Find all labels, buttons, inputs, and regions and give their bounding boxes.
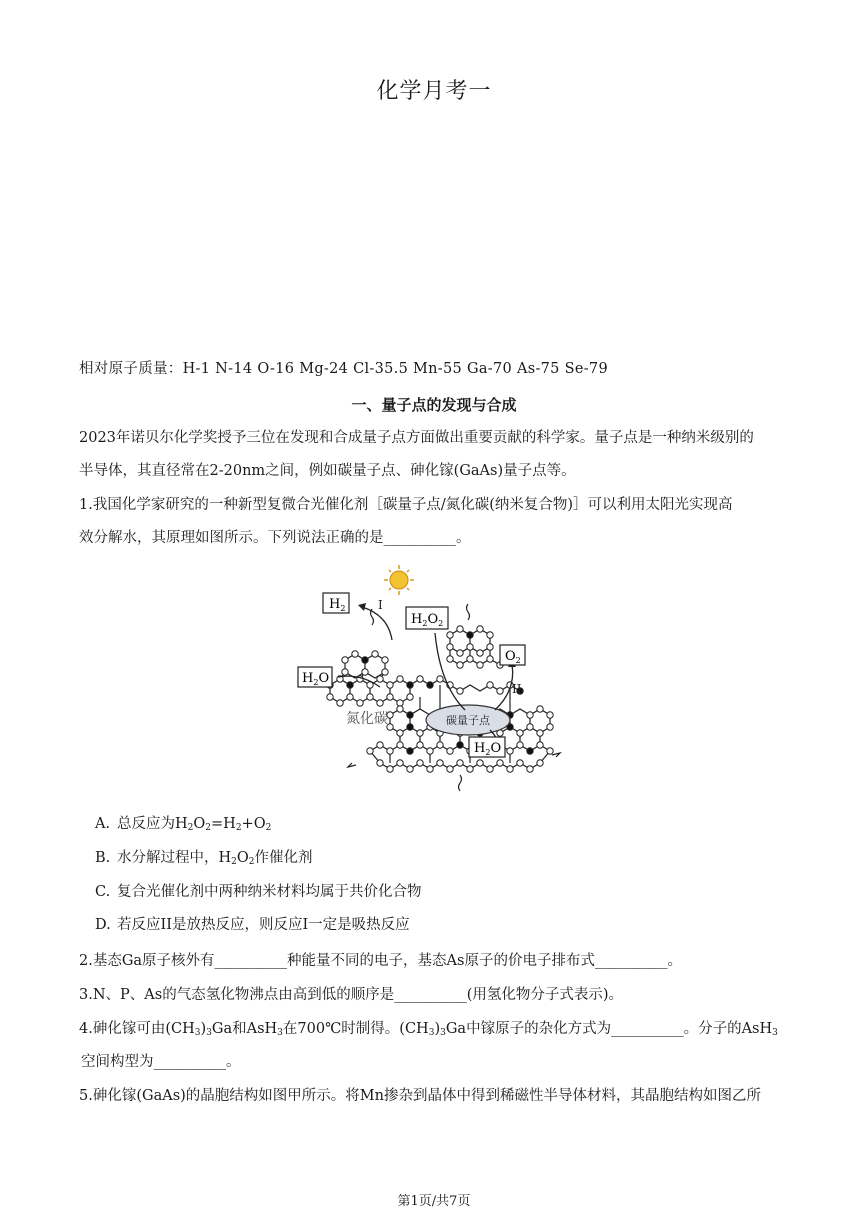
question-4-line-2: 空间构型为__________。 xyxy=(81,1054,241,1070)
option-d[interactable]: D. 若反应II是放热反应，则反应I一定是吸热反应 xyxy=(95,917,410,933)
svg-text:O2: $O_2$ xyxy=(505,649,521,665)
question-1-line-2: 效分解水，其原理如图所示。下列说法正确的是__________。 xyxy=(79,530,471,546)
svg-text:H2O: $H_2O$ xyxy=(474,741,502,757)
box-h2o-left xyxy=(298,667,332,687)
page-title: 化学月考一 xyxy=(376,79,492,104)
svg-text:H2O2: $H_2O_2$ xyxy=(411,612,444,628)
intro-line-1: 2023年诺贝尔化学奖授予三位在发现和合成量子点方面做出重要贡献的科学家。量子点是一种纳米级别的 xyxy=(79,430,754,446)
question-3: 3.N、P、As的气态氢化物沸点由高到低的顺序是__________(用氢化物分子式表示)。 xyxy=(79,987,624,1003)
question-2: 2.基态Ga原子核外有__________种能量不同的电子，基态As原子的价电子排布式__________。 xyxy=(79,953,682,969)
photocatalyst-figure xyxy=(290,565,570,800)
sun-icon xyxy=(384,565,414,595)
intro-line-2: 半导体，其直径常在2-20nm之间，例如碳量子点、砷化镓(GaAs)量子点等。 xyxy=(79,463,576,479)
atomic-masses: 相对原子质量：H-1 N-14 O-16 Mg-24 Cl-35.5 Mn-55 Ga-70 As-75 Se-79 xyxy=(79,361,608,377)
box-h2 xyxy=(323,593,349,613)
nitride-label: 氮化碳 xyxy=(346,711,388,727)
question-5-line-1: 5.砷化镓(GaAs)的晶胞结构如图甲所示。将Mn掺杂到晶体中得到稀磁性半导体材料，其晶胞结构如图乙所 xyxy=(79,1088,761,1104)
quantum-dot-label: 碳量子点 xyxy=(446,714,490,727)
lattice-bonds xyxy=(330,604,560,791)
option-c[interactable]: C. 复合光催化剂中两种纳米材料均属于共价化合物 xyxy=(95,884,422,900)
box-h2o-right xyxy=(469,737,505,757)
option-b[interactable]: B. 水分解过程中，$H_2O_2$作催化剂 xyxy=(95,850,313,867)
reaction-ii-label: II xyxy=(512,682,522,696)
box-h2o2 xyxy=(406,607,448,629)
section-title: 一、量子点的发现与合成 xyxy=(351,396,517,414)
page-footer: 第1页/共7页 xyxy=(397,1194,471,1209)
reaction-i-label: I xyxy=(378,598,383,612)
svg-text:H2: $H_2$ xyxy=(329,597,346,613)
question-4-line-1: 4.砷化镓可由$(CH_3)_3Ga$和AsH$_3$在700℃时制得。$(CH_3)_3Ga$中镓原子的杂化方式为__________。分子的AsH$_3$ xyxy=(79,1021,778,1038)
svg-text:H2O: $H_2O$ xyxy=(302,671,330,687)
box-o2 xyxy=(500,645,525,665)
option-a[interactable]: A. 总反应为$H_2O_2=H_2+O_2$ xyxy=(95,816,272,833)
question-1-line-1: 1.我国化学家研究的一种新型复微合光催化剂［碳量子点/氮化碳(纳米复合物)］可以利用太阳光实现高 xyxy=(79,497,733,513)
